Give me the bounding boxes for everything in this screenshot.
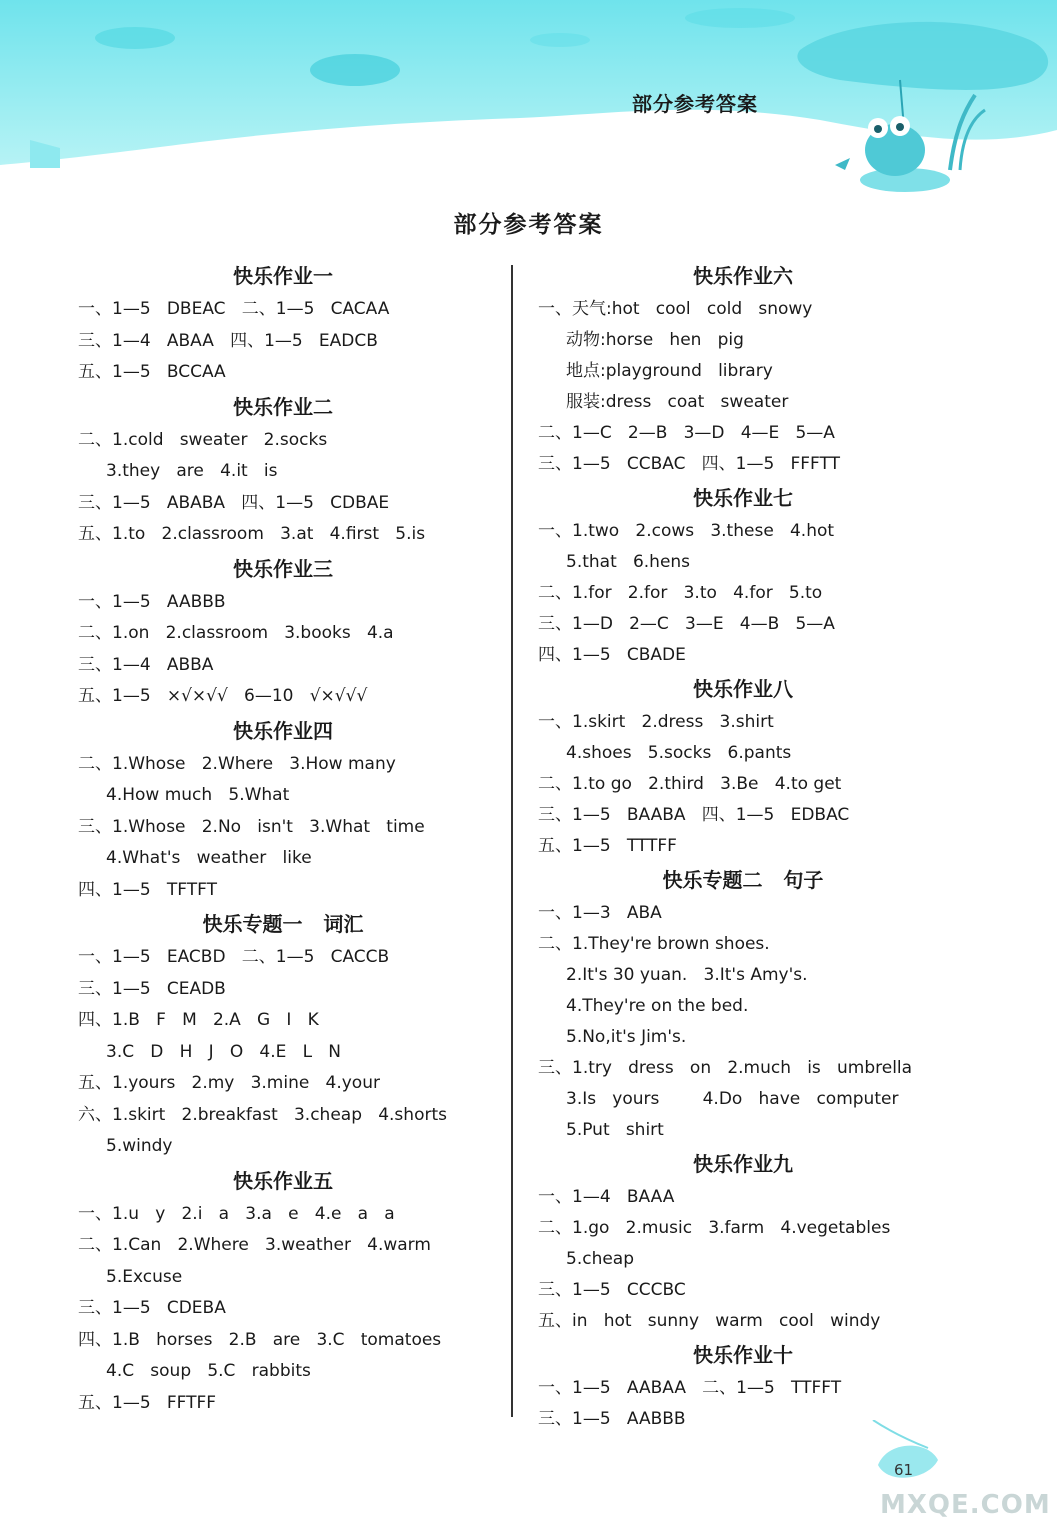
answer-line: 3.C D H J O 4.E L N	[106, 1041, 341, 1062]
answer-line: 五、in hot sunny warm cool windy	[538, 1311, 881, 1331]
page-title: 部分参考答案	[453, 212, 604, 238]
answer-line: 4.They're on the bed.	[566, 996, 749, 1016]
section-heading: 快乐作业一	[233, 264, 333, 288]
answer-line: 二、1.go 2.music 3.farm 4.vegetables	[538, 1218, 891, 1238]
answer-line: 五、1—5 ×√×√√ 6—10 √×√√√	[78, 686, 368, 706]
answer-line: 一、1—5 AABAA 二、1—5 TTFFT	[538, 1378, 842, 1398]
answer-line: 二、1.Can 2.Where 3.weather 4.warm	[78, 1235, 431, 1255]
answer-line: 三、1—4 ABBA	[78, 654, 214, 675]
answer-line: 四、1.B horses 2.B are 3.C tomatoes	[78, 1329, 442, 1350]
section-heading: 快乐作业八	[693, 677, 793, 701]
answer-line: 3.Is yours 4.Do have computer	[566, 1089, 899, 1109]
right-answer-column	[538, 258, 968, 1435]
answer-line: 地点:playground library	[566, 361, 773, 381]
answer-line: 4.C soup 5.C rabbits	[106, 1361, 311, 1381]
answer-line: 动物:horse hen pig	[566, 330, 744, 350]
answer-line: 二、1.cold sweater 2.socks	[78, 429, 328, 450]
answer-line: 5.that 6.hens	[566, 552, 691, 572]
answer-line: 二、1.for 2.for 3.to 4.for 5.to	[538, 583, 823, 603]
answer-line: 三、1.try dress on 2.much is umbrella	[538, 1058, 913, 1078]
section-heading: 快乐作业十	[693, 1343, 793, 1367]
banner-art	[0, 0, 1057, 200]
section-heading: 快乐作业九	[693, 1152, 793, 1176]
answer-line: 六、1.skirt 2.breakfast 3.cheap 4.shorts	[78, 1104, 447, 1125]
page-number: 61	[894, 1461, 914, 1479]
answer-line: 二、1.They're brown shoes.	[538, 934, 770, 954]
answer-line: 服装:dress coat sweater	[566, 392, 789, 412]
section-heading: 快乐作业三	[233, 556, 333, 581]
answer-line: 一、天气:hot cool cold snowy	[538, 299, 813, 319]
answer-line: 三、1—5 CCCBC	[538, 1280, 686, 1300]
answer-line: 二、1.Whose 2.Where 3.How many	[78, 753, 396, 774]
answer-line: 一、1—5 EACBD 二、1—5 CACCB	[78, 947, 390, 967]
left-answer-column	[78, 258, 508, 1419]
header-banner	[0, 0, 1057, 200]
section-heading: 快乐专题二 句子	[662, 868, 824, 892]
answer-line: 三、1.Whose 2.No isn't 3.What time	[78, 816, 425, 837]
answer-line: 四、1.B F M 2.A G I K	[78, 1010, 319, 1030]
answer-line: 4.shoes 5.socks 6.pants	[566, 743, 792, 763]
answer-line: 一、1.skirt 2.dress 3.shirt	[538, 712, 774, 732]
answer-line: 5.windy	[106, 1136, 173, 1156]
column-divider	[511, 265, 513, 1417]
answer-line: 五、1—5 FFTFF	[78, 1392, 217, 1413]
section-heading: 快乐作业二	[233, 394, 333, 419]
answer-line: 三、1—5 ABABA 四、1—5 CDBAE	[78, 492, 390, 513]
answer-line: 五、1.to 2.classroom 3.at 4.first 5.is	[78, 524, 426, 544]
answer-line: 二、1.to go 2.third 3.Be 4.to get	[538, 774, 842, 794]
section-heading: 快乐专题一 词汇	[202, 912, 364, 936]
answer-line: 五、1.yours 2.my 3.mine 4.your	[78, 1073, 380, 1093]
answer-line: 一、1—5 AABBB	[78, 591, 226, 612]
answer-line: 一、1.u y 2.i a 3.a e 4.e a a	[78, 1203, 395, 1224]
answer-line: 二、1—C 2—B 3—D 4—E 5—A	[538, 423, 835, 443]
answer-line: 二、1.on 2.classroom 3.books 4.a	[78, 623, 394, 643]
answer-line: 五、1—5 BCCAA	[78, 362, 226, 382]
answer-line: 5.Excuse	[106, 1266, 183, 1287]
answer-line: 3.they are 4.it is	[106, 461, 278, 481]
answer-line: 一、1—5 DBEAC 二、1—5 CACAA	[78, 299, 390, 319]
answer-line: 四、1—5 TFTFT	[78, 879, 217, 900]
answer-line: 五、1—5 TTTFF	[538, 836, 677, 856]
answer-line: 三、1—4 ABAA 四、1—5 EADCB	[78, 330, 378, 351]
header-label: 部分参考答案	[632, 92, 758, 116]
section-heading: 快乐作业六	[693, 264, 793, 288]
answer-line: 三、1—5 BAABA 四、1—5 EDBAC	[538, 805, 850, 825]
answer-line: 一、1.two 2.cows 3.these 4.hot	[538, 521, 835, 541]
answer-line: 2.It's 30 yuan. 3.It's Amy's.	[566, 965, 808, 985]
answer-line: 4.What's weather like	[106, 848, 312, 868]
answer-line: 三、1—5 AABBB	[538, 1409, 686, 1429]
section-heading: 快乐作业五	[233, 1168, 333, 1193]
answer-line: 三、1—D 2—C 3—E 4—B 5—A	[538, 614, 835, 634]
section-heading: 快乐作业七	[693, 486, 793, 510]
answer-line: 4.How much 5.What	[106, 785, 290, 805]
answer-line: 5.cheap	[566, 1249, 635, 1269]
watermark: MXQE.COM	[880, 1490, 1051, 1520]
answer-line: 三、1—5 CEADB	[78, 978, 226, 999]
answer-line: 三、1—5 CDEBA	[78, 1298, 226, 1318]
answer-line: 四、1—5 CBADE	[538, 645, 686, 665]
answer-line: 5.No,it's Jim's.	[566, 1027, 687, 1047]
answer-line: 5.Put shirt	[566, 1120, 664, 1140]
answer-line: 一、1—4 BAAA	[538, 1187, 675, 1207]
answer-line: 三、1—5 CCBAC 四、1—5 FFFTT	[538, 454, 841, 474]
section-heading: 快乐作业四	[233, 718, 333, 743]
answer-line: 一、1—3 ABA	[538, 903, 662, 923]
